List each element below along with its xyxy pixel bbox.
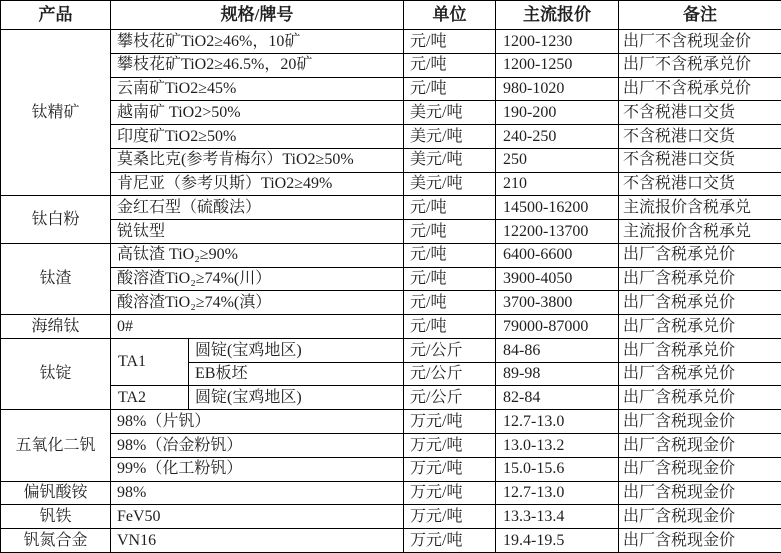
unit-cell: 元/吨 [404, 291, 496, 315]
unit-cell: 元/公斤 [404, 362, 496, 386]
table-row [1, 172, 781, 196]
price-cell: 250 [496, 148, 619, 172]
spec-cell: VN16 [111, 529, 404, 553]
spec-cell: 99%（化工粉钒） [111, 457, 404, 481]
spec-cell: 圆锭(宝鸡地区) [189, 338, 404, 362]
table-row [1, 434, 781, 458]
note-cell: 出厂不含税承兑价 [619, 77, 781, 101]
price-cell: 82-84 [496, 386, 619, 410]
unit-cell: 万元/吨 [404, 529, 496, 553]
unit-cell: 元/吨 [404, 30, 496, 54]
spec-cell: 莫桑比克(参考肯梅尔）TiO2≥50% [111, 148, 404, 172]
spec-cell: 印度矿TiO2≥50% [111, 125, 404, 149]
header-price: 主流报价 [496, 1, 619, 30]
unit-cell: 万元/吨 [404, 481, 496, 505]
product-group-titanium-sponge: 海绵钛 [1, 315, 111, 339]
note-cell: 出厂含税承兑价 [619, 386, 781, 410]
price-cell: 980-1020 [496, 77, 619, 101]
product-group-titanium-concentrate: 钛精矿 [1, 30, 111, 196]
table-row [1, 291, 781, 315]
note-cell: 出厂含税承兑价 [619, 291, 781, 315]
table-row [1, 386, 781, 410]
price-cell: 6400-6600 [496, 243, 619, 267]
product-group-vanadium-nitrogen-alloy: 钒氮合金 [1, 529, 111, 553]
product-group-titanium-dioxide: 钛白粉 [1, 196, 111, 244]
header-spec: 规格/牌号 [111, 1, 404, 30]
table-row [1, 148, 781, 172]
price-cell: 14500-16200 [496, 196, 619, 220]
table-row [1, 529, 781, 553]
spec-cell: 金红石型（硫酸法） [111, 196, 404, 220]
spec-cell: EB板坯 [189, 362, 404, 386]
unit-cell: 万元/吨 [404, 434, 496, 458]
spec-cell: 越南矿 TiO2>50% [111, 101, 404, 125]
product-group-vanadium-pentoxide: 五氧化二钒 [1, 410, 111, 481]
unit-cell: 元/吨 [404, 267, 496, 291]
table-row [1, 53, 781, 77]
table-row [1, 267, 781, 291]
price-cell: 12.7-13.0 [496, 481, 619, 505]
price-cell: 3900-4050 [496, 267, 619, 291]
table-row [1, 457, 781, 481]
header-row [1, 1, 781, 30]
spec-cell: 98%（片钒） [111, 410, 404, 434]
price-cell: 210 [496, 172, 619, 196]
unit-cell: 美元/吨 [404, 101, 496, 125]
price-cell: 13.0-13.2 [496, 434, 619, 458]
note-cell: 出厂含税承兑价 [619, 267, 781, 291]
spec-cell: 云南矿TiO2≥45% [111, 77, 404, 101]
product-group-ammonium-metavanadate: 偏钒酸铵 [1, 481, 111, 505]
note-cell: 出厂不含税承兑价 [619, 53, 781, 77]
spec-cell: 锐钛型 [111, 220, 404, 244]
note-cell: 不含税港口交货 [619, 148, 781, 172]
note-cell: 出厂不含税现金价 [619, 30, 781, 54]
unit-cell: 元/吨 [404, 196, 496, 220]
note-cell: 不含税港口交货 [619, 101, 781, 125]
product-group-titanium-slag: 钛渣 [1, 243, 111, 314]
table-row [1, 30, 781, 54]
note-cell: 出厂含税现金价 [619, 529, 781, 553]
grade-cell: TA2 [111, 386, 189, 410]
header-product: 产品 [1, 1, 111, 30]
unit-cell: 元/吨 [404, 220, 496, 244]
unit-cell: 美元/吨 [404, 172, 496, 196]
unit-cell: 美元/吨 [404, 148, 496, 172]
unit-cell: 万元/吨 [404, 505, 496, 529]
price-cell: 15.0-15.6 [496, 457, 619, 481]
table-row [1, 338, 781, 362]
spec-cell: 高钛渣 TiO₂≥90% [111, 243, 404, 267]
product-group-titanium-ingot: 钛锭 [1, 338, 111, 409]
unit-cell: 元/公斤 [404, 338, 496, 362]
price-cell: 84-86 [496, 338, 619, 362]
note-cell: 出厂含税承兑价 [619, 338, 781, 362]
note-cell: 出厂含税现金价 [619, 457, 781, 481]
spec-cell: 攀枝花矿TiO2≥46%，10矿 [111, 30, 404, 54]
product-group-ferrovanadium: 钒铁 [1, 505, 111, 529]
note-cell: 主流报价含税承兑 [619, 196, 781, 220]
price-cell: 12.7-13.0 [496, 410, 619, 434]
price-cell: 89-98 [496, 362, 619, 386]
table-row [1, 220, 781, 244]
table-row [1, 125, 781, 149]
spec-cell: 0# [111, 315, 404, 339]
table-row [1, 505, 781, 529]
note-cell: 出厂含税现金价 [619, 410, 781, 434]
note-cell: 出厂含税现金价 [619, 505, 781, 529]
note-cell: 不含税港口交货 [619, 125, 781, 149]
table-row [1, 77, 781, 101]
note-cell: 出厂含税承兑价 [619, 362, 781, 386]
note-cell: 出厂含税承兑价 [619, 243, 781, 267]
table-row [1, 481, 781, 505]
header-note: 备注 [619, 1, 781, 30]
note-cell: 主流报价含税承兑 [619, 220, 781, 244]
price-cell: 12200-13700 [496, 220, 619, 244]
price-cell: 19.4-19.5 [496, 529, 619, 553]
spec-cell: 98% [111, 481, 404, 505]
note-cell: 出厂含税现金价 [619, 481, 781, 505]
unit-cell: 美元/吨 [404, 125, 496, 149]
price-cell: 1200-1230 [496, 30, 619, 54]
table-row [1, 101, 781, 125]
spec-cell: 98%（冶金粉钒） [111, 434, 404, 458]
unit-cell: 元/吨 [404, 77, 496, 101]
spec-cell: 圆锭(宝鸡地区) [189, 386, 404, 410]
unit-cell: 元/吨 [404, 243, 496, 267]
table-row [1, 196, 781, 220]
table-row [1, 410, 781, 434]
unit-cell: 元/吨 [404, 53, 496, 77]
unit-cell: 万元/吨 [404, 457, 496, 481]
spec-cell: FeV50 [111, 505, 404, 529]
table-row [1, 315, 781, 339]
price-cell: 1200-1250 [496, 53, 619, 77]
price-cell: 13.3-13.4 [496, 505, 619, 529]
price-cell: 190-200 [496, 101, 619, 125]
header-unit: 单位 [404, 1, 496, 30]
table-row [1, 243, 781, 267]
price-cell: 3700-3800 [496, 291, 619, 315]
grade-cell: TA1 [111, 338, 189, 386]
spec-cell: 肯尼亚（参考贝斯）TiO2≥49% [111, 172, 404, 196]
note-cell: 出厂含税承兑价 [619, 315, 781, 339]
note-cell: 不含税港口交货 [619, 172, 781, 196]
spec-cell: 酸溶渣TiO₂≥74%(川） [111, 267, 404, 291]
unit-cell: 万元/吨 [404, 410, 496, 434]
spec-cell: 攀枝花矿TiO2≥46.5%，20矿 [111, 53, 404, 77]
unit-cell: 元/公斤 [404, 386, 496, 410]
note-cell: 出厂含税现金价 [619, 434, 781, 458]
price-cell: 240-250 [496, 125, 619, 149]
unit-cell: 元/吨 [404, 315, 496, 339]
price-cell: 79000-87000 [496, 315, 619, 339]
spec-cell: 酸溶渣TiO₂≥74%(滇） [111, 291, 404, 315]
